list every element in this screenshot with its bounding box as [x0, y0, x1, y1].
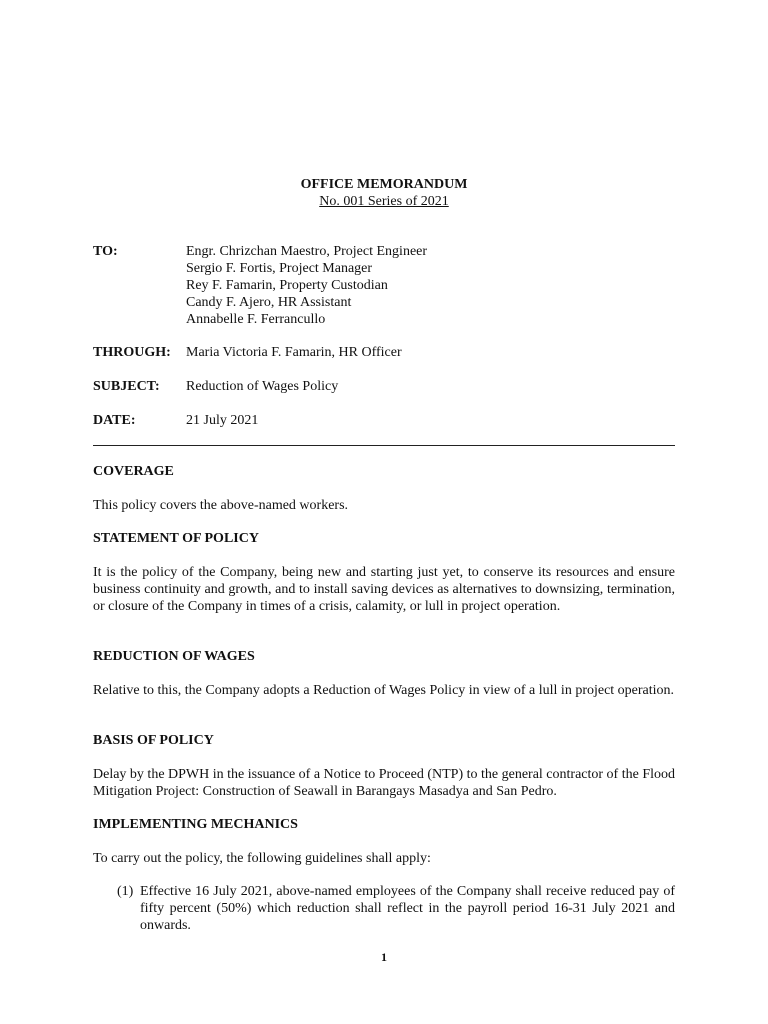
- recipient: Engr. Chrizchan Maestro, Project Engineer: [186, 244, 428, 259]
- memo-number: No. 001 Series of 2021: [319, 194, 449, 209]
- recipient: Annabelle F. Ferrancullo: [186, 312, 326, 327]
- subject-label: SUBJECT:: [93, 379, 160, 394]
- recipient: Rey F. Famarin, Property Custodian: [186, 278, 388, 293]
- recipient: Candy F. Ajero, HR Assistant: [186, 295, 352, 310]
- list-marker: (1): [117, 884, 134, 899]
- recipient-list: [186, 243, 675, 328]
- to-label: TO:: [93, 244, 118, 259]
- reduction-body: Relative to this, the Company adopts a Reduction of Wages Policy in view of a lull in project operation.: [93, 683, 675, 698]
- coverage-body: This policy covers the above-named workers.: [93, 498, 349, 513]
- reduction-heading: REDUCTION OF WAGES: [93, 649, 255, 664]
- basis-body: Delay by the DPWH in the issuance of a Notice to Proceed (NTP) to the general contractor of the Flood Mitigation Project: Construction of Seawall in Barangays Masadya and San Pedro.: [93, 767, 675, 799]
- memo-title: OFFICE MEMORANDUM: [300, 177, 468, 192]
- mechanics-heading: IMPLEMENTING MECHANICS: [93, 817, 298, 832]
- date-value: 21 July 2021: [186, 413, 259, 428]
- recipient: Sergio F. Fortis, Project Manager: [186, 261, 373, 276]
- memo-page: [93, 0, 675, 1024]
- basis-heading: BASIS OF POLICY: [93, 733, 214, 748]
- subject-value: Reduction of Wages Policy: [186, 379, 339, 394]
- header-divider: [93, 445, 675, 446]
- statement-body: It is the policy of the Company, being new and starting just yet, to conserve its resources and ensure business continuity and growth, and to install saving devices as alternatives to downsizing, termination, or closure of the Company in times of a crisis, calamity, or lull in project operation.: [93, 565, 675, 614]
- mechanics-body: To carry out the policy, the following guidelines shall apply:: [93, 851, 431, 866]
- statement-heading: STATEMENT OF POLICY: [93, 531, 259, 546]
- through-label: THROUGH:: [93, 345, 171, 360]
- list-text: Effective 16 July 2021, above-named employees of the Company shall receive reduced pay of fifty percent (50%) which reduction shall reflect in the payroll period 16-31 July 2021 and onwards.: [140, 884, 675, 933]
- date-label: DATE:: [93, 413, 136, 428]
- through-value: Maria Victoria F. Famarin, HR Officer: [186, 345, 402, 360]
- coverage-heading: COVERAGE: [93, 464, 174, 479]
- page-number: 1: [381, 950, 387, 964]
